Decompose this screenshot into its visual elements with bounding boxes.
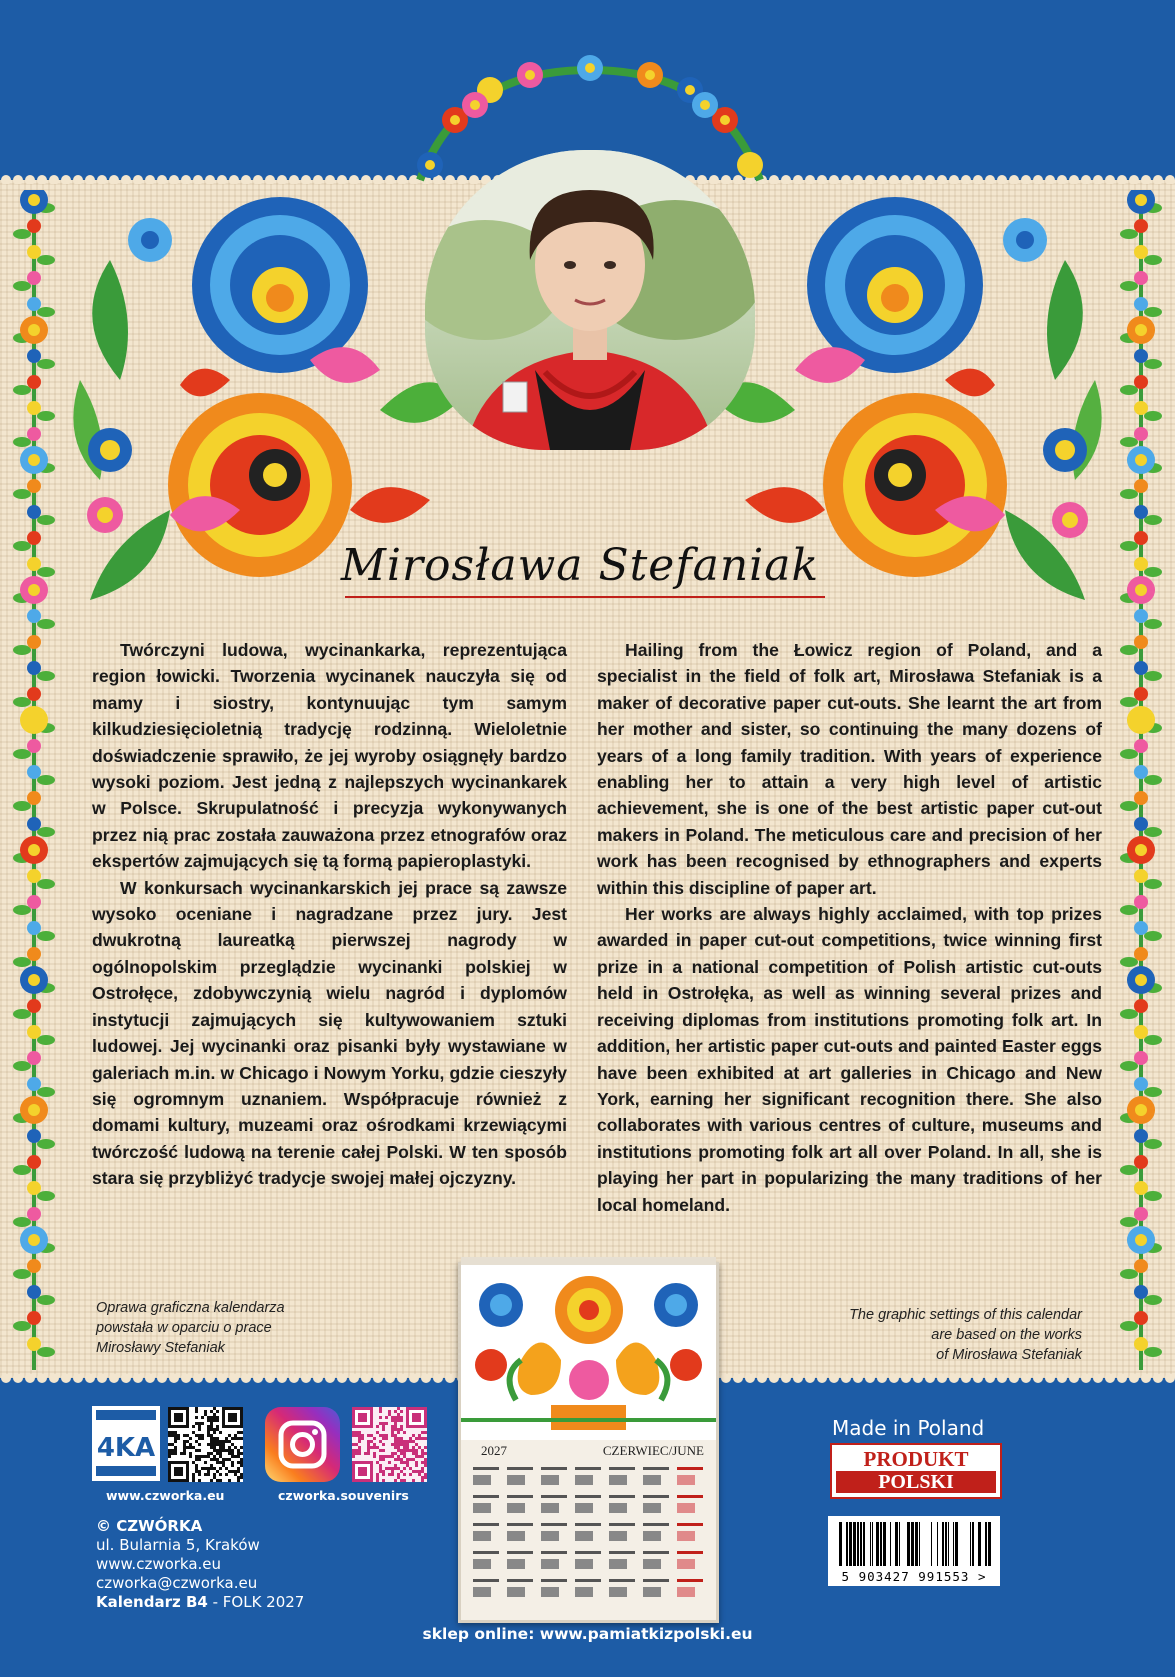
leaf-icon (13, 437, 31, 447)
calendar-hanger (461, 1257, 716, 1265)
english-biography (597, 637, 1102, 1218)
flower-icon (27, 687, 41, 701)
badge-line-1: PRODUKT (863, 1447, 969, 1471)
leaf-icon (13, 1009, 31, 1019)
leaf-icon (1144, 1347, 1162, 1357)
flower-icon (1134, 817, 1148, 831)
flower-icon (1134, 427, 1148, 441)
flower-icon (27, 999, 41, 1013)
flower-icon (1134, 297, 1148, 311)
flower-icon (1134, 1311, 1148, 1325)
flower-icon (1134, 869, 1148, 883)
leaf-icon (1144, 1139, 1162, 1149)
flower-icon (27, 1051, 41, 1065)
flower-icon (1134, 1259, 1148, 1273)
artist-portrait (425, 150, 755, 450)
flower-icon (1134, 349, 1148, 363)
leaf-icon (1144, 619, 1162, 629)
leaf-icon (1144, 307, 1162, 317)
leaf-icon (37, 1035, 55, 1045)
leaf-icon (37, 619, 55, 629)
product-name: Kalendarz B4 (96, 1593, 208, 1611)
flower-icon (27, 1129, 41, 1143)
logo-text: 4KA (96, 1433, 156, 1463)
leaf-icon (1120, 905, 1138, 915)
flower-icon (1134, 1129, 1148, 1143)
leaf-icon (13, 749, 31, 759)
flower-icon (1134, 505, 1148, 519)
leaf-icon (1120, 801, 1138, 811)
fence-icon (551, 1405, 626, 1430)
flower-icon (27, 427, 41, 441)
graphic-credit-note-pl: Oprawa graficzna kalendarza powstała w oparciu o prace Mirosławy Stefaniak (96, 1300, 285, 1356)
made-in-poland: Made in Poland (832, 1416, 985, 1440)
flower-icon (27, 1025, 41, 1039)
flower-icon (807, 197, 983, 373)
flower-icon (27, 947, 41, 961)
flower-icon (1134, 1155, 1148, 1169)
leaf-icon (1144, 359, 1162, 369)
flower-icon (27, 401, 41, 415)
leaf-icon (1120, 645, 1138, 655)
calendar-year: 2027 (481, 1443, 507, 1458)
flower-icon (27, 505, 41, 519)
leaf-icon (1144, 1191, 1162, 1201)
flower-icon (192, 197, 368, 373)
flower-icon (1134, 401, 1148, 415)
calendar-preview (458, 1262, 719, 1623)
leaf-icon (13, 541, 31, 551)
publisher-street: ul. Bularnia 5, Kraków (96, 1536, 260, 1554)
leaf-icon (1120, 957, 1138, 967)
leaf-icon (1120, 1217, 1138, 1227)
flower-icon (27, 661, 41, 675)
leaf-icon (1144, 775, 1162, 785)
leaf-icon (1144, 411, 1162, 421)
leaf-icon (13, 645, 31, 655)
leaf-icon (13, 905, 31, 915)
flower-icon (1134, 479, 1148, 493)
online-shop-link[interactable]: sklep online: www.pamiatkizpolski.eu (422, 1625, 753, 1643)
barcode-icon (828, 1516, 1000, 1586)
english-paragraph-1: Hailing from the Łowicz region of Poland, and a specialist in the field of folk art, Mirosława Stefaniak is a maker of decorative paper cut-outs. She learnt the art from her mother and sister, so continuing the many dozens of years of a long family tradition. With years of experience enabling her to attain a very high level of artistic achievement, she is one of the best artistic paper cut-out makers in Poland. The meticulous care and precision of her work has been recognised by ethnographers and experts within this discipline of paper art. (597, 640, 1102, 898)
flower-icon (1134, 687, 1148, 701)
flower-icon (27, 1337, 41, 1351)
leaf-icon (1120, 1321, 1138, 1331)
qr-code-icon[interactable] (352, 1407, 427, 1482)
flower-icon (27, 869, 41, 883)
flower-icon (1134, 1051, 1148, 1065)
title-underline (345, 596, 825, 598)
flower-icon (27, 921, 41, 935)
flower-icon (1134, 921, 1148, 935)
leaf-icon (1144, 255, 1162, 265)
flower-icon (1134, 1077, 1148, 1091)
leaf-icon (13, 801, 31, 811)
leaf-icon (13, 229, 31, 239)
leaf-icon (1144, 827, 1162, 837)
flower-icon (27, 895, 41, 909)
leaf-icon (37, 879, 55, 889)
flower-icon (27, 245, 41, 259)
leaf-icon (1144, 567, 1162, 577)
calendar-day-grid (469, 1463, 709, 1613)
flower-icon (1134, 1181, 1148, 1195)
leaf-icon (37, 1191, 55, 1201)
leaf-icon (13, 957, 31, 967)
flower-icon (1134, 635, 1148, 649)
qr-code-icon[interactable] (168, 1407, 243, 1482)
calendar-month: CZERWIEC/JUNE (602, 1443, 704, 1458)
leaf-icon (1120, 697, 1138, 707)
leaf-icon (1120, 1165, 1138, 1175)
polish-paragraph-1: Twórczyni ludowa, wycinankarka, reprezentująca region łowicki. Tworzenia wycinanek nauczyła się od mamy i siostry, kontynuując tym samym kilkudziesięcioletnią tradycję rodzinną. Wieloletnie doświadczenie sprawiło, że jej wyroby osiągnęły bardzo wysoki poziom. Jest jedną z najlepszych wycinankarek w Polsce. Skrupulatność i precyzja wykonywanych przez nią prac została zauważona przez etnografów oraz ekspertów zajmujących się tą formą papieroplastyki. (92, 640, 567, 872)
flower-icon (27, 219, 41, 233)
flower-icon (1134, 1207, 1148, 1221)
instagram-icon[interactable] (265, 1407, 340, 1482)
flower-icon (1134, 219, 1148, 233)
flower-icon (27, 1311, 41, 1325)
product-line (96, 1593, 304, 1612)
publisher-email[interactable]: czworka@czworka.eu (96, 1574, 258, 1592)
calendar-artwork (461, 1265, 716, 1440)
artist-name-title: Mirosława Stefaniak (340, 540, 820, 591)
leaf-icon (37, 671, 55, 681)
flower-icon (27, 1077, 41, 1091)
flower-icon (1134, 1337, 1148, 1351)
leaf-icon (1144, 1295, 1162, 1305)
flower-icon (27, 1207, 41, 1221)
flower-icon (1134, 245, 1148, 259)
leaf-icon (13, 1269, 31, 1279)
leaf-icon (1144, 515, 1162, 525)
leaf-icon (37, 1347, 55, 1357)
leaf-icon (1120, 1269, 1138, 1279)
leaf-icon (37, 1087, 55, 1097)
flower-icon (27, 765, 41, 779)
leaf-icon (1120, 749, 1138, 759)
flower-icon (1134, 947, 1148, 961)
flower-icon (27, 375, 41, 389)
leaf-icon (13, 697, 31, 707)
leaf-icon (13, 1321, 31, 1331)
right-floral-border (1119, 190, 1163, 1370)
flower-icon (27, 1285, 41, 1299)
flower-icon (27, 271, 41, 285)
flower-icon (27, 791, 41, 805)
leaf-icon (1144, 879, 1162, 889)
flower-icon (1134, 739, 1148, 753)
flower-icon (27, 557, 41, 571)
flower-icon (1134, 609, 1148, 623)
flower-icon (1134, 1025, 1148, 1039)
website-link[interactable]: www.czworka.eu (106, 1488, 225, 1503)
flower-icon (1134, 895, 1148, 909)
leaf-icon (1144, 1035, 1162, 1045)
leaf-icon (37, 775, 55, 785)
flower-icon (1134, 271, 1148, 285)
leaf-icon (13, 489, 31, 499)
flower-icon (27, 349, 41, 363)
flower-icon (1134, 791, 1148, 805)
leaf-icon (1144, 1087, 1162, 1097)
flower-icon (27, 1155, 41, 1169)
leaf-icon (37, 1295, 55, 1305)
polish-biography (92, 637, 567, 1192)
product-edition: - FOLK 2027 (207, 1593, 305, 1611)
czworka-logo[interactable] (92, 1406, 160, 1481)
english-paragraph-2: Her works are always highly acclaimed, with top prizes awarded in paper cut-out competitions, twice winning first prize in a national competition of Polish artistic cut-outs held in Ostrołęka, as well as winning several prizes and receiving diplomas from institutions promoting folk art. In addition, her artistic paper cut-outs and painted Easter eggs have been exhibited at art galleries in Chicago and New York, earning her significant recognition there. She also collaborates with various centres of culture, museums and institutions promoting folk art all over Poland. In all, she is playing her part in popularizing the many traditions of her local homeland. (597, 904, 1102, 1215)
flower-icon (1134, 661, 1148, 675)
publisher-address (96, 1517, 304, 1612)
leaf-icon (13, 1217, 31, 1227)
flower-icon (27, 739, 41, 753)
flower-icon (27, 297, 41, 311)
leaf-icon (1120, 1009, 1138, 1019)
flower-icon (27, 1181, 41, 1195)
flower-icon (1134, 999, 1148, 1013)
leaf-icon (1144, 671, 1162, 681)
flower-icon (1134, 765, 1148, 779)
leaf-icon (37, 931, 55, 941)
publisher-web[interactable]: www.czworka.eu (96, 1555, 222, 1573)
leaf-icon (13, 1061, 31, 1071)
leaf-icon (1120, 1061, 1138, 1071)
barcode-number: 5 903427 991553 > (841, 1569, 987, 1584)
polish-paragraph-2: W konkursach wycinankarskich jej prace są zawsze wysoko oceniane i nagradzane przez jury. Jest dwukrotną laureatką pierwszej nagrody w ogólnopolskim przeglądzie wycinanki polskiej w Ostrołęce, zdobywczynią wielu nagród i dyplomów instytucji zajmujących się kultywowaniem sztuki ludowej. Jej wycinanki oraz pisanki były wystawiane w galeriach m.in. w Chicago i Nowym Yorku, gdzie cieszyły się ogromnym uznaniem. Współpracuje również z domami kultury, muzeami oraz ośrodkami krzewiącymi twórczość ludową na terenie całej Polski. W ten sposób stara się przybliżyć tradycje swojej małej ojczyzny. (92, 877, 567, 1189)
flower-icon (27, 635, 41, 649)
flower-icon (27, 1259, 41, 1273)
leaf-icon (13, 1165, 31, 1175)
flower-icon (1134, 1285, 1148, 1299)
flower-icon (1134, 375, 1148, 389)
instagram-link[interactable]: czworka.souvenirs (278, 1488, 409, 1503)
flower-icon (1134, 557, 1148, 571)
flower-icon (27, 479, 41, 493)
graphic-credit-note-en: The graphic settings of this calendar are based on the works of Mirosława Stefaniak (849, 1307, 1082, 1363)
leaf-icon (1144, 931, 1162, 941)
flower-icon (27, 531, 41, 545)
flower-icon (27, 609, 41, 623)
flower-icon (1134, 531, 1148, 545)
leaf-icon (37, 827, 55, 837)
flower-icon (27, 817, 41, 831)
badge-line-2: POLSKI (836, 1471, 996, 1493)
produkt-polski-badge (830, 1443, 1002, 1499)
publisher-copyright: © CZWÓRKA (96, 1517, 203, 1535)
leaf-icon (37, 1139, 55, 1149)
leaf-icon (13, 281, 31, 291)
leaf-icon (13, 385, 31, 395)
